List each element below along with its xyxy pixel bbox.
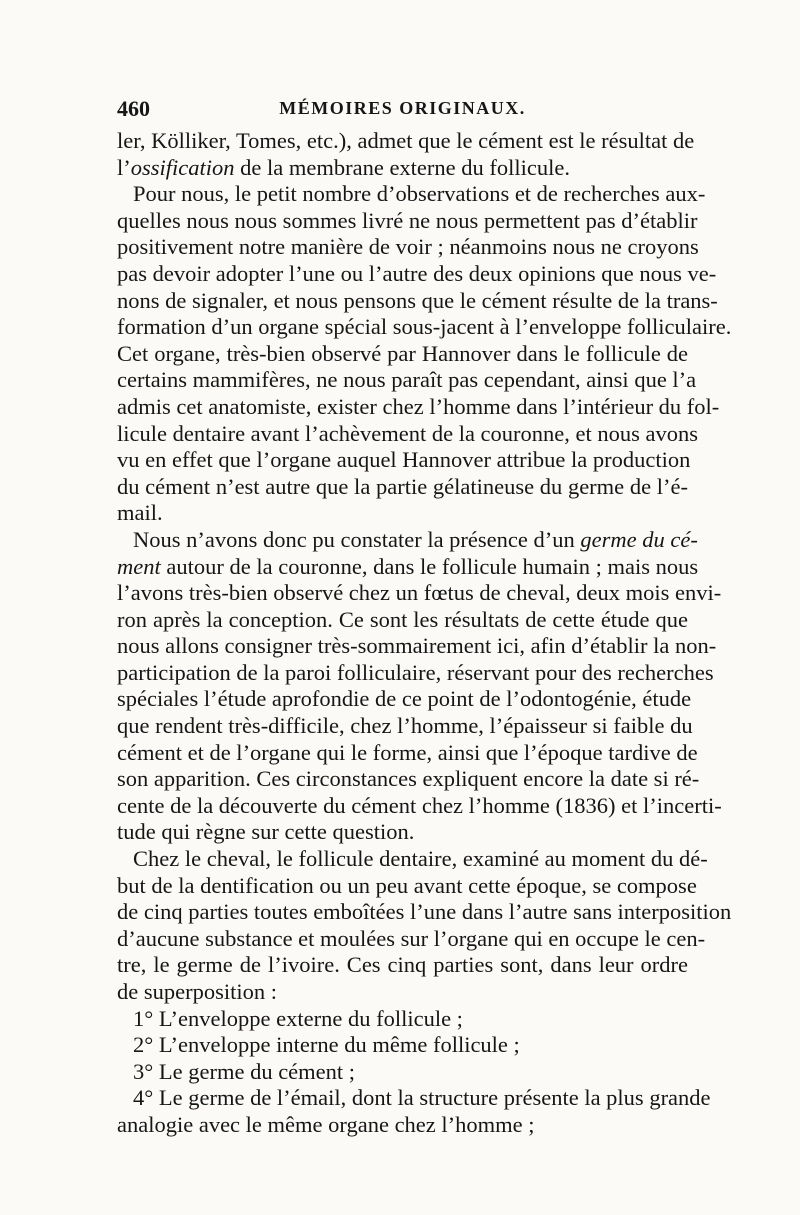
text-run: ron après la conception. Ce sont les résultats de cette étude que [117, 606, 688, 632]
text-line [117, 766, 700, 793]
text-line [117, 500, 688, 527]
text-run: nons de signaler, et nous pensons que le cément résulte de la trans- [117, 287, 718, 313]
text-line [117, 341, 688, 368]
text-line [117, 872, 697, 900]
text-run: mail. [117, 500, 163, 526]
text-line [117, 207, 698, 235]
text-run: licule dentaire avant l’achèvement de la couronne, et nous avons [117, 420, 699, 446]
page-header [117, 96, 688, 126]
text-line [117, 260, 717, 288]
italic-run: germe du cé- [580, 526, 698, 552]
text-line [117, 155, 688, 182]
text-run: but de la dentification ou un peu avant cette époque, se compose [117, 872, 697, 898]
text-run: pas devoir adopter l’une ou l’autre des deux opinions que nous ve- [117, 260, 717, 286]
text-line [117, 925, 706, 953]
text-run: 3° Le germe du cément ; [133, 1058, 356, 1084]
text-line [117, 1085, 711, 1112]
text-run: d’aucune substance et moulées sur l’organe qui en occupe le cen- [117, 925, 706, 951]
text-line [117, 367, 697, 394]
text-line [117, 633, 717, 660]
text-line [117, 739, 698, 767]
text-run: spéciales l’étude aprofondie de ce point de l’odontogénie, étude [117, 686, 692, 712]
text-run: cente de la découverte du cément chez l’homme (1836) et l’incerti- [117, 792, 722, 818]
text-run: analogie avec le même organe chez l’homme ; [117, 1111, 535, 1137]
text-line [117, 420, 699, 448]
text-run: l’ [117, 154, 131, 180]
text-line [117, 952, 688, 979]
text-line [117, 979, 688, 1006]
text-run: Chez le cheval, le follicule dentaire, examiné au moment du dé- [133, 846, 708, 872]
page-number: 460 [117, 96, 150, 121]
text-run: quelles nous nous sommes livré ne nous permettent pas d’établir [117, 207, 698, 233]
text-line [117, 1032, 688, 1059]
text-line [117, 899, 732, 926]
text-run: du cément n’est autre que la partie gélatineuse du germe de l’é- [117, 473, 688, 499]
text-line [117, 686, 692, 713]
text-line [117, 659, 714, 687]
text-line [117, 1112, 688, 1139]
italic-run: ossification [130, 154, 235, 180]
text-run: Pour nous, le petit nombre d’observations et de recherches aux- [133, 181, 706, 207]
text-run: Nous n’avons donc pu constater la présence d’un [133, 526, 581, 552]
text-line [117, 181, 706, 208]
body-text [117, 128, 732, 1139]
text-line [117, 128, 695, 155]
text-run: certains mammifères, ne nous paraît pas cependant, ainsi que l’a [117, 367, 697, 393]
italic-run: ment [117, 553, 161, 579]
text-line [117, 792, 722, 820]
text-line [117, 526, 698, 554]
text-line [117, 447, 691, 474]
text-line [117, 234, 699, 261]
text-run: de la membrane externe du follicule. [234, 154, 570, 180]
text-run: admis cet anatomiste, exister chez l’homme dans l’intérieur du fol- [117, 393, 720, 419]
text-run: ler, Kölliker, Tomes, etc.), admet que le cément est le résultat de [117, 128, 695, 153]
text-run: 1° L’enveloppe externe du follicule ; [133, 1005, 463, 1031]
text-line [117, 713, 693, 740]
text-line [117, 607, 688, 634]
text-line [117, 1059, 688, 1086]
running-head: MÉMOIRES ORIGINAUX. [279, 98, 526, 118]
text-run: Cet organe, très-bien observé par Hannover dans le follicule de [117, 340, 688, 366]
text-run: 2° L’enveloppe interne du même follicule ; [133, 1032, 520, 1058]
text-run: participation de la paroi folliculaire, réservant pour des recherches [117, 659, 714, 685]
text-run: que rendent très-difficile, chez l’homme, l’épaisseur si faible du [117, 713, 693, 739]
text-line [117, 1006, 688, 1033]
text-run: l’avons très-bien observé chez un fœtus de cheval, deux mois envi- [117, 580, 722, 606]
text-run: positivement notre manière de voir ; néanmoins nous ne croyons [117, 234, 699, 260]
text-line [117, 819, 688, 846]
text-run: son apparition. Ces circonstances expliquent encore la date si ré- [117, 766, 700, 792]
text-line [117, 314, 732, 341]
text-run: tude qui règne sur cette question. [117, 819, 415, 845]
text-line [117, 580, 722, 607]
text-run: autour de la couronne, dans le follicule humain ; mais nous [160, 553, 699, 579]
text-line [117, 846, 708, 873]
text-line [117, 287, 718, 315]
text-run: 4° Le germe de l’émail, dont la structure présente la plus grande [133, 1085, 711, 1111]
text-run: formation d’un organe spécial sous-jacent à l’enveloppe folliculaire. [117, 314, 732, 340]
text-line [117, 553, 699, 581]
text-run: de superposition : [117, 979, 277, 1004]
text-run: nous allons consigner très-sommairement ici, afin d’établir la non- [117, 633, 717, 659]
text-run: tre, le germe de l’ivoire. Ces cinq parties sont, dans leur ordre [117, 952, 688, 978]
text-run: cément et de l’organe qui le forme, ainsi que l’époque tardive de [117, 739, 698, 765]
text-line [117, 474, 688, 501]
text-run: de cinq parties toutes emboîtées l’une dans l’autre sans interposition [117, 899, 732, 925]
text-run: vu en effet que l’organe auquel Hannover attribue la production [117, 447, 691, 473]
text-line [117, 393, 720, 421]
